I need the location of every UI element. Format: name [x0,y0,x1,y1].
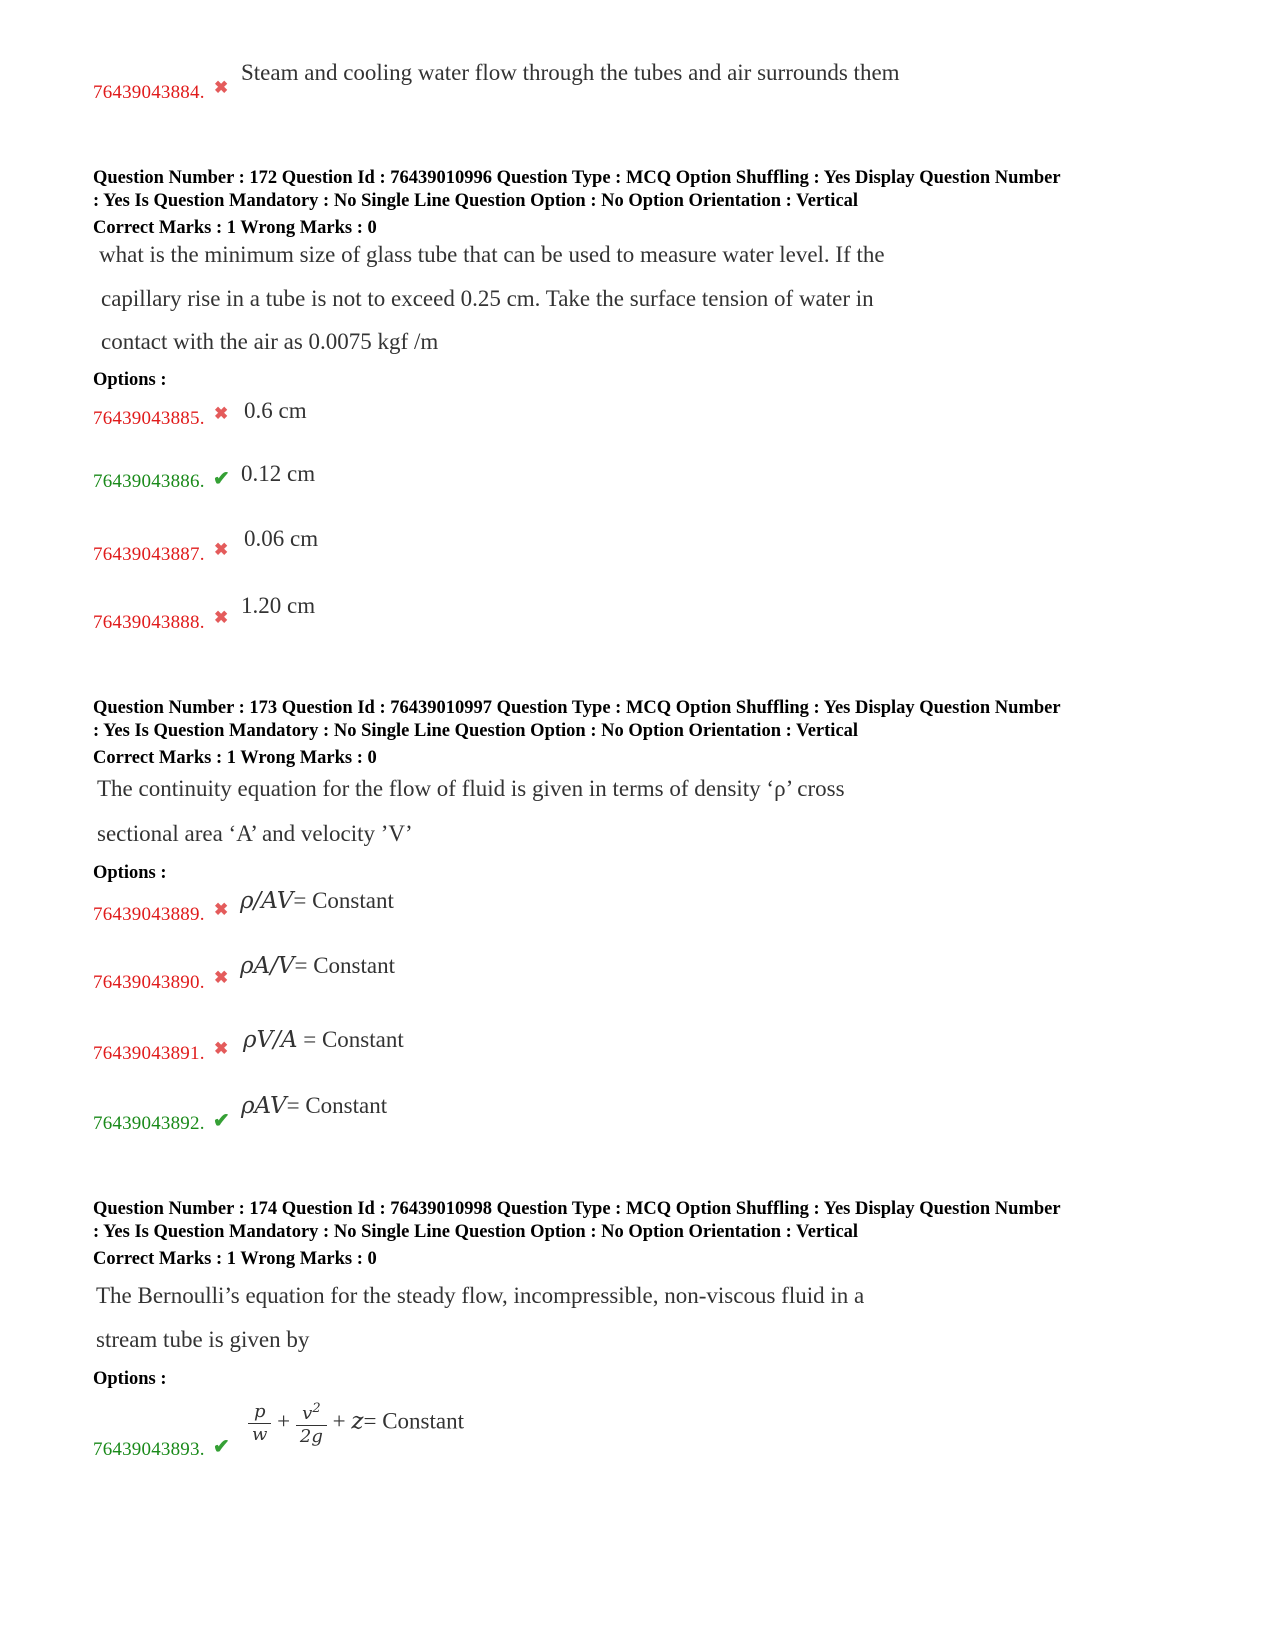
question-text-line: stream tube is given by [96,1327,310,1352]
options-label: Options : [93,1369,167,1389]
question-text-line: what is the minimum size of glass tube that can be used to measure water level. If the [99,242,885,267]
question-marks: Correct Marks : 1 Wrong Marks : 0 [93,218,377,238]
wrong-mark-icon: ✖ [214,1039,229,1058]
option-text: 0.06 cm [244,526,319,551]
option-id: 76439043890. [93,972,205,993]
question-marks: Correct Marks : 1 Wrong Marks : 0 [93,748,377,768]
option-id: 76439043887. [93,544,205,565]
options-label: Options : [93,370,167,390]
option-id: 76439043888. [93,612,205,633]
wrong-mark-icon: ✖ [214,540,229,559]
question-meta-line-1: Question Number : 174 Question Id : 76439010998 Question Type : MCQ Option Shuffling : Yes Display Question Number [93,1199,1061,1219]
question-meta [93,697,1061,743]
option-id: 76439043885. [93,408,205,429]
options-label: Options : [93,863,167,883]
question-meta-line-2: : Yes Is Question Mandatory : No Single Line Question Option : No Option Orientation : Vertical [93,191,859,211]
option-formula: ρV/A = Constant [243,1027,404,1053]
wrong-mark-icon: ✖ [214,78,229,97]
wrong-mark-icon: ✖ [214,608,229,627]
option-id: 76439043892. [93,1113,205,1134]
option-id: 76439043893. [93,1439,205,1460]
correct-check-icon: ✔ [213,468,230,490]
option-text: 1.20 cm [241,593,316,618]
option-formula: ρAV= Constant [241,1093,388,1119]
question-meta-line-1: Question Number : 173 Question Id : 76439010997 Question Type : MCQ Option Shuffling : Yes Display Question Number [93,698,1061,718]
correct-check-icon: ✔ [213,1110,230,1132]
question-text-line: The Bernoulli’s equation for the steady flow, incompressible, non-viscous fluid in a [96,1283,865,1308]
question-meta-line-1: Question Number : 172 Question Id : 76439010996 Question Type : MCQ Option Shuffling : Yes Display Question Number [93,168,1061,188]
option-id: 76439043884. [93,82,205,103]
option-formula: ρA/V= Constant [240,953,396,979]
option-id: 76439043891. [93,1043,205,1064]
option-id: 76439043889. [93,904,205,925]
question-text-line: capillary rise in a tube is not to exceed 0.25 cm. Take the surface tension of water in [101,286,874,311]
wrong-mark-icon: ✖ [214,968,229,987]
question-meta-line-2: : Yes Is Question Mandatory : No Single Line Question Option : No Option Orientation : Vertical [93,1222,859,1242]
question-text-line: contact with the air as 0.0075 kgf /m [101,329,439,354]
question-marks: Correct Marks : 1 Wrong Marks : 0 [93,1249,377,1269]
correct-check-icon: ✔ [213,1436,230,1458]
option-formula: ρ/AV= Constant [240,888,394,914]
question-meta [93,1198,1061,1244]
option-text: 0.12 cm [241,461,316,486]
question-meta [93,167,1061,213]
option-id: 76439043886. [93,471,205,492]
option-text: Steam and cooling water flow through the tubes and air surrounds them [241,60,900,85]
option-text: 0.6 cm [244,398,307,423]
wrong-mark-icon: ✖ [214,900,229,919]
wrong-mark-icon: ✖ [214,404,229,423]
question-text-line: sectional area ‘A’ and velocity ’V’ [97,821,413,846]
question-text-line: The continuity equation for the flow of fluid is given in terms of density ‘ρ’ cross [97,776,845,801]
bernoulli-formula: $\frac{p}{w}$ + $\frac{v^2}{2g}$ + z= Constant [248,1398,464,1448]
question-meta-line-2: : Yes Is Question Mandatory : No Single Line Question Option : No Option Orientation : Vertical [93,721,859,741]
